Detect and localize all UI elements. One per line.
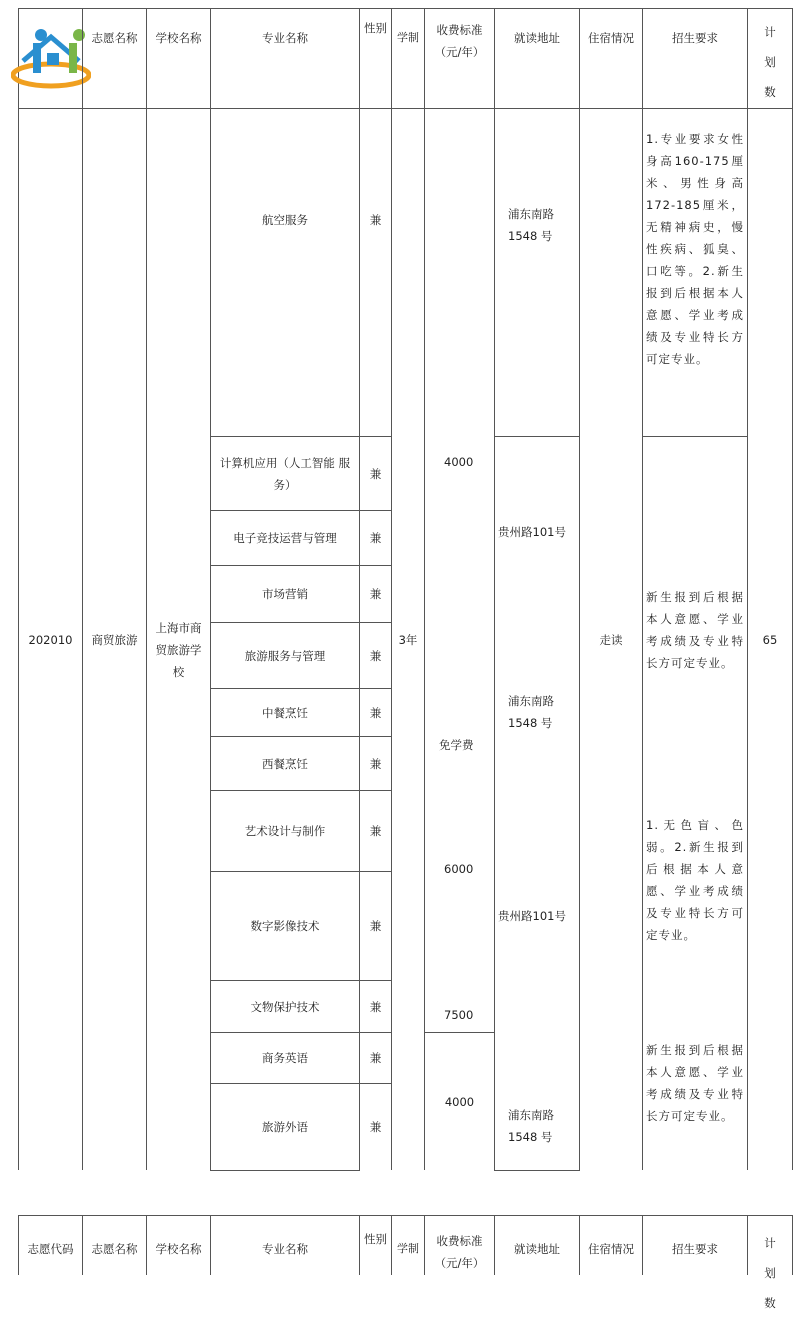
header-duration: 学制 — [391, 8, 425, 109]
address-text: 贵州路101号 — [498, 909, 566, 923]
header-address: 就读地址 — [494, 8, 580, 109]
major-cell: 文物保护技术 — [210, 980, 360, 1033]
header-code: 志愿代码 — [18, 1215, 83, 1275]
code-cell: 202010 — [18, 108, 83, 1170]
fee-cell — [424, 108, 495, 1033]
gender-cell: 兼 — [359, 436, 392, 511]
major-cell: 电子竞技运营与管理 — [210, 510, 360, 566]
major-cell: 中餐烹饪 — [210, 688, 360, 737]
gender-cell: 兼 — [359, 108, 392, 437]
major-cell: 旅游外语 — [210, 1083, 360, 1171]
gender-cell: 兼 — [359, 565, 392, 623]
gender-cell: 兼 — [359, 1032, 392, 1084]
school-name-cell: 上海市商贸旅游学校 — [146, 108, 211, 1170]
fee-value: 6000 — [444, 862, 474, 876]
address-text: 浦东南路 1548 号 — [508, 694, 554, 730]
major-cell: 数字影像技术 — [210, 871, 360, 981]
gender-cell: 兼 — [359, 510, 392, 566]
header-fee: 收费标准（元/年） — [424, 1215, 495, 1275]
header-requirements: 招生要求 — [642, 8, 748, 109]
header-major-name: 专业名称 — [210, 8, 360, 109]
header-school-name: 学校名称 — [146, 8, 211, 109]
header-school-name: 学校名称 — [146, 1215, 211, 1275]
address-cell — [494, 436, 580, 1171]
header-requirements: 招生要求 — [642, 1215, 748, 1275]
header-volunteer-name: 志愿名称 — [82, 1215, 147, 1275]
gender-cell: 兼 — [359, 736, 392, 791]
volunteer-name-cell: 商贸旅游 — [82, 108, 147, 1170]
major-cell: 航空服务 — [210, 108, 360, 437]
gender-cell: 兼 — [359, 1083, 392, 1170]
gender-cell: 兼 — [359, 790, 392, 872]
plan-cell: 65 — [747, 108, 793, 1170]
gender-cell: 兼 — [359, 871, 392, 981]
header-fee: 收费标准（元/年） — [424, 8, 495, 109]
address-text: 贵州路101号 — [498, 525, 566, 539]
gender-cell: 兼 — [359, 980, 392, 1033]
fee-value: 免学费 — [439, 738, 474, 752]
header-plan: 计划数 — [747, 8, 793, 109]
major-cell: 艺术设计与制作 — [210, 790, 360, 872]
header-major-name: 专业名称 — [210, 1215, 360, 1275]
major-cell: 旅游服务与管理 — [210, 622, 360, 689]
header-gender: 性别 — [359, 8, 392, 109]
address-text: 浦东南路 1548 号 — [508, 1108, 554, 1144]
fee-cell: 4000 — [424, 1032, 495, 1170]
address-text: 浦东南路 1548 号 — [508, 207, 554, 243]
gender-cell: 兼 — [359, 622, 392, 689]
header-address: 就读地址 — [494, 1215, 580, 1275]
housing-cell: 走读 — [579, 108, 643, 1170]
gender-cell: 兼 — [359, 688, 392, 737]
major-cell: 西餐烹饪 — [210, 736, 360, 791]
header-housing: 住宿情况 — [579, 8, 643, 109]
logo-cell — [18, 8, 83, 109]
fee-value: 7500 — [444, 1008, 474, 1022]
major-cell: 计算机应用（人工智能 服务） — [210, 436, 360, 511]
house-family-logo-icon — [11, 27, 91, 89]
header-housing: 住宿情况 — [579, 1215, 643, 1275]
requirements-text: 1.专业要求女性 身高160-175厘米、男性身高 172-185厘米，无精神病史，慢性疾病、狐臭、口吃等。2.新生报到后根据本人意愿、学业考成绩及专业特长方可定专业。 — [646, 132, 744, 366]
requirements-text: 1.无色盲、色弱。2.新生报到后根据本人意愿、学业考成绩及专业特长方可定专业。 — [646, 818, 744, 942]
header-volunteer-name: 志愿名称 — [82, 8, 147, 109]
major-cell: 市场营销 — [210, 565, 360, 623]
requirements-text: 新生报到后根据本人意愿、学业考成绩及专业特长方可定专业。 — [646, 590, 744, 670]
header-plan: 计划数 — [747, 1215, 793, 1275]
fee-value: 4000 — [444, 455, 474, 469]
requirements-text: 新生报到后根据本人意愿、学业考成绩及专业特长方可定专业。 — [646, 1043, 744, 1123]
address-cell — [494, 108, 580, 437]
duration-cell: 3年 — [391, 108, 425, 1170]
major-cell: 商务英语 — [210, 1032, 360, 1084]
header-gender: 性别 — [359, 1215, 392, 1275]
header-duration: 学制 — [391, 1215, 425, 1275]
